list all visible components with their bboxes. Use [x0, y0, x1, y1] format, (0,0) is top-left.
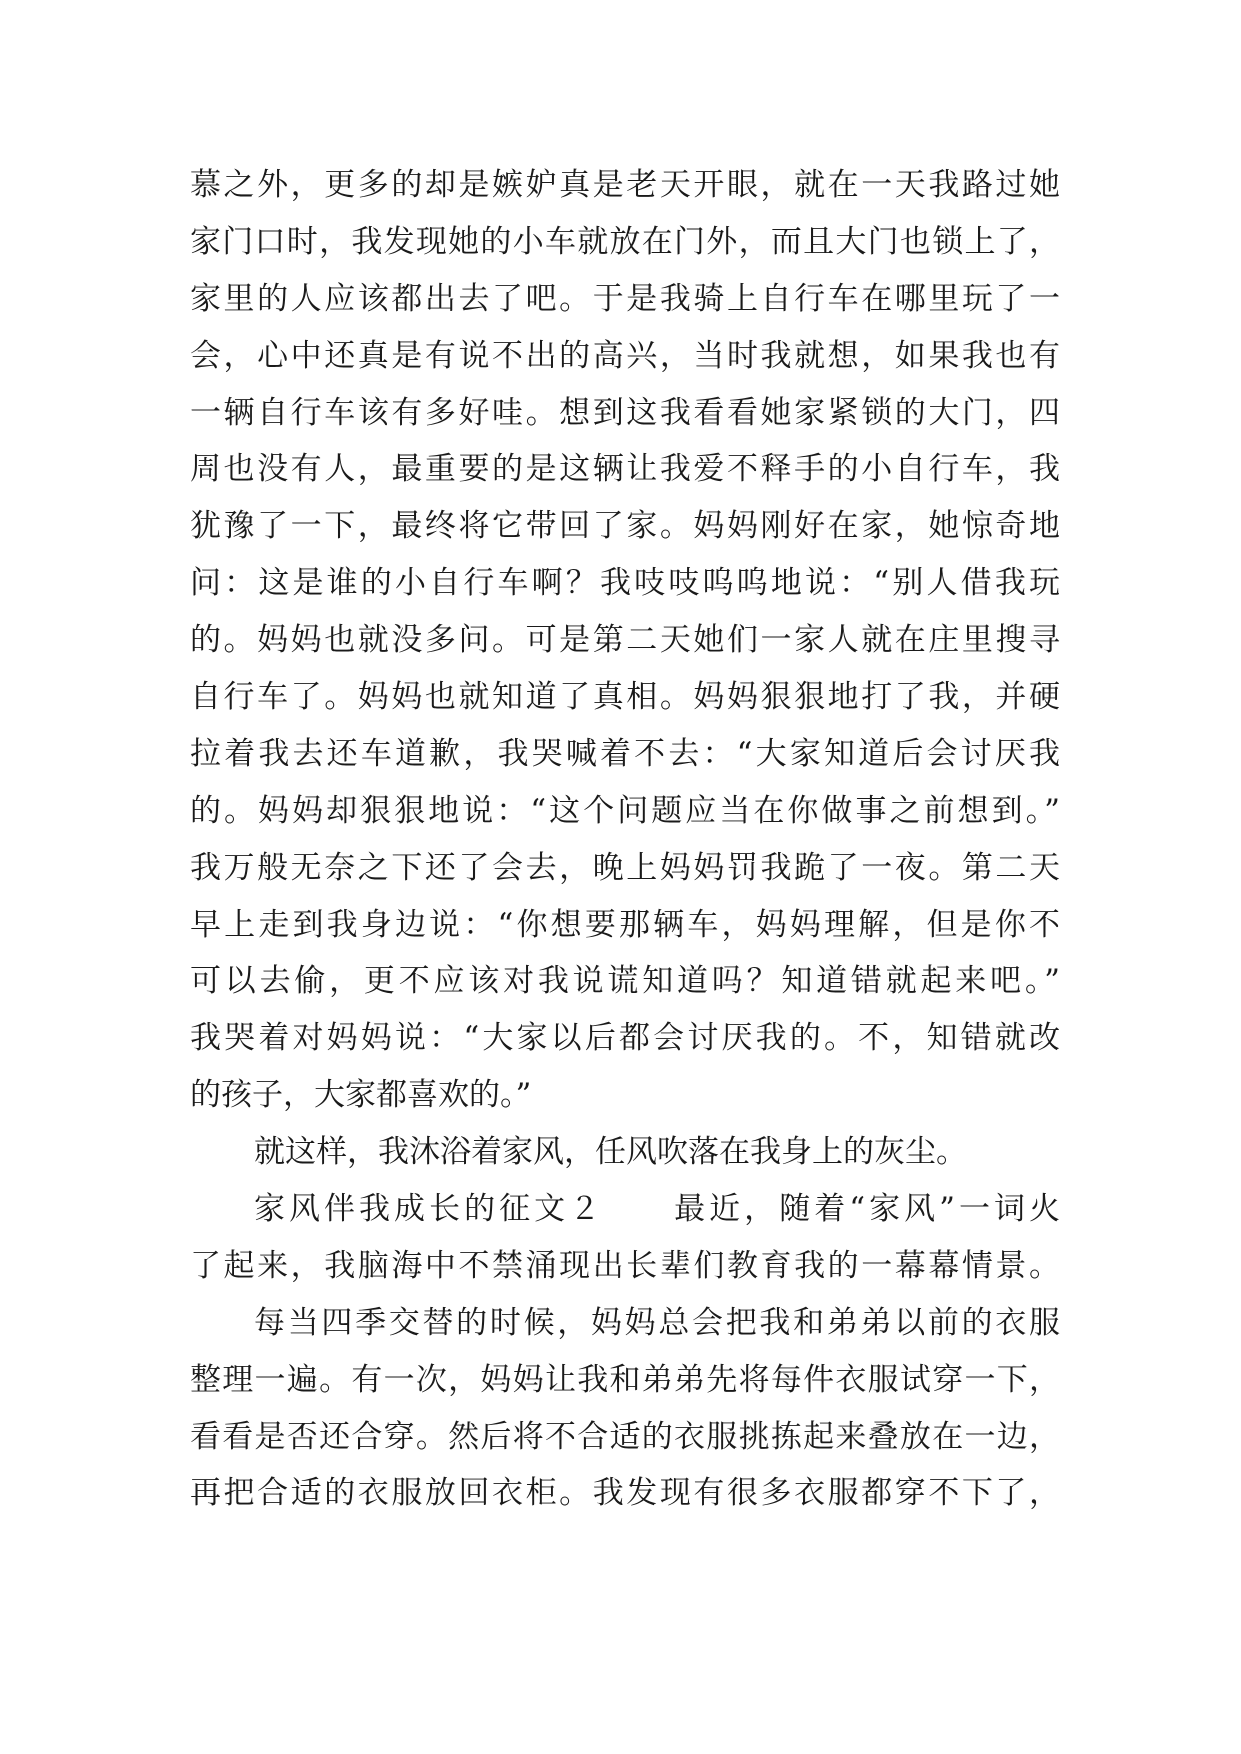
text-line: 早上走到我身边说：“你想要那辆车，妈妈理解，但是你不	[190, 906, 1060, 943]
text-line: 整理一遍。有一次，妈妈让我和弟弟先将每件衣服试穿一下，	[190, 1361, 1060, 1398]
text-line: 问：这是谁的小自行车啊？我吱吱呜呜地说：“别人借我玩	[190, 565, 1060, 602]
text-line: 看看是否还合穿。然后将不合适的衣服挑拣起来叠放在一边，	[190, 1418, 1060, 1455]
paragraph-first-line: 就这样，我沐浴着家风，任风吹落在我身上的灰尘。	[254, 1134, 967, 1171]
text-line: 的。妈妈却狠狠地说：“这个问题应当在你做事之前想到。”	[190, 792, 1060, 829]
text-line: 再把合适的衣服放回衣柜。我发现有很多衣服都穿不下了，	[190, 1475, 1060, 1512]
text-line: 慕之外，更多的却是嫉妒真是老天开眼，就在一天我路过她	[190, 167, 1060, 203]
text-line: 可以去偷，更不应该对我说谎知道吗？知道错就起来吧。”	[190, 963, 1060, 1000]
text-line: 一辆自行车该有多好哇。想到这我看看她家紧锁的大门，四	[190, 394, 1060, 431]
text-line: 我哭着对妈妈说：“大家以后都会讨厌我的。不，知错就改	[190, 1020, 1060, 1057]
paragraph-first-line: 每当四季交替的时候，妈妈总会把我和弟弟以前的衣服	[254, 1304, 1060, 1341]
text-line: 犹豫了一下，最终将它带回了家。妈妈刚好在家，她惊奇地	[190, 508, 1060, 545]
text-line: 家里的人应该都出去了吧。于是我骑上自行车在哪里玩了一	[190, 280, 1060, 317]
text-line: 自行车了。妈妈也就知道了真相。妈妈狠狠地打了我，并硬	[190, 679, 1060, 716]
text-line: 会，心中还真是有说不出的高兴，当时我就想，如果我也有	[190, 337, 1060, 374]
text-line: 的孩子，大家都喜欢的。”	[190, 1077, 532, 1114]
text-line: 了起来，我脑海中不禁涌现出长辈们教育我的一幕幕情景。	[190, 1247, 1060, 1284]
text-line: 的。妈妈也就没多问。可是第二天她们一家人就在庄里搜寻	[190, 622, 1060, 659]
text-line: 周也没有人，最重要的是这辆让我爱不释手的小自行车，我	[190, 451, 1060, 488]
body-text	[190, 157, 1060, 1522]
text-line: 拉着我去还车道歉，我哭喊着不去：“大家知道后会讨厌我	[190, 735, 1060, 772]
text-line: 我万般无奈之下还了会去，晚上妈妈罚我跪了一夜。第二天	[190, 849, 1060, 886]
text-line: 家门口时，我发现她的小车就放在门外，而且大门也锁上了，	[190, 223, 1060, 260]
section-title-line: 家风伴我成长的征文２ 最近，随着“家风”一词火	[254, 1191, 1060, 1228]
